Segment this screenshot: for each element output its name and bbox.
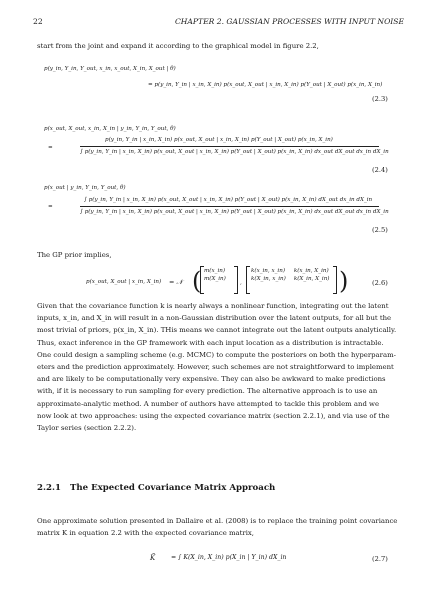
eq-2-4-fraction-bar [80, 146, 379, 147]
mean-bottom: m(X_in) [204, 276, 226, 282]
prior-intro: The GP prior implies, [37, 251, 112, 259]
eq-2-4-denominator: ∫ p(y_in, Y_in | x_in, X_in) p(x_out, X_out | x_in, X_in) p(Y_out | X_out) p(x_in, X_in) dx_out dX_out dx_in dX_in [80, 149, 389, 155]
cov-10: k(X_in, x_in) [251, 276, 286, 282]
paragraph-line: Thus, exact inference in the GP framework with each input location as a distribution is intractable. [37, 338, 384, 347]
paragraph-line: now look at two approaches: using the expected covariance matrix (section 2.2.1), and via use of the [37, 411, 390, 420]
cov-11: k(X_in, X_in) [293, 276, 330, 282]
paragraph-1 [37, 300, 396, 434]
paragraph-line: approximate-analytic method. A number of authors have attempted to tackle this problem and we [37, 399, 380, 408]
paragraph-line: and are likely to be computationally very expensive. They can also be awkward to make predictions [37, 375, 386, 384]
paragraph-2 [37, 515, 397, 539]
eq-2-6-lhs: p(x_out, X_out | x_in, X_in) [86, 279, 162, 285]
mean-top: m(x_in) [204, 268, 226, 274]
eq-2-5-equals: = [48, 204, 53, 210]
paragraph-line: inputs, x_in, and X_in will result in a non-Gaussian distribution over the latent outputs, for all but the [37, 314, 392, 323]
mean-bracket-right [234, 266, 238, 294]
eq-2-6-outer-right-paren: ) [339, 267, 349, 295]
cov-bracket-right [333, 266, 337, 294]
eq-2-5-denominator: ∫ p(y_in, Y_in | x_in, X_in) p(x_out, X_out | x_in, X_in) p(Y_out | X_out) p(x_in, X_in) dx_out dX_out dx_in dX_in [80, 209, 389, 215]
eq-2-7-rhs: = ∫ K(X_in, X_in) p(X_in | Y_in) dX_in [171, 554, 287, 561]
eq-2-6-comma: , [240, 280, 242, 286]
eq-2-6-equals: = 𝒩 [169, 278, 183, 286]
section-number: 2.2.1 [37, 483, 61, 493]
paragraph-line: Given that the covariance function k is nearly always a nonlinear function, integrating out the latent [37, 302, 389, 310]
covariance-matrix [247, 267, 333, 283]
paragraph-line: eters and the prediction approximately. However, such schemes are not straightforward to implement [37, 363, 394, 372]
mean-vector [200, 267, 230, 283]
section-title: The Expected Covariance Matrix Approach [70, 483, 276, 493]
intro-line: start from the joint and expand it according to the graphical model in figure 2.2, [37, 42, 319, 50]
eq-2-6-outer-left-paren: ( [192, 267, 202, 295]
eq-2-4-lhs: p(x_out, X_out, x_in, X_in | y_in, Y_in, Y_out, θ) [44, 126, 176, 132]
eq-2-3-lhs: p(y_in, Y_in, Y_out, x_in, x_out, X_in, X_out | θ) [44, 66, 176, 72]
eq-2-4-numerator: p(y_in, Y_in | x_in, X_in) p(x_out, X_out | x_in, X_in) p(Y_out | X_out) p(x_in, X_in) [105, 137, 333, 143]
chapter-title: CHAPTER 2. GAUSSIAN PROCESSES WITH INPUT NOISE [175, 17, 405, 26]
eq-2-4-number: (2.4) [372, 166, 388, 174]
paragraph-line: with, if it is necessary to run sampling for every prediction. The alternative approach is to use an [37, 387, 378, 396]
eq-2-5-lhs: p(x_out | y_in, Y_in, Y_out, θ) [44, 185, 126, 191]
eq-2-5-numerator: ∫ p(y_in, Y_in | x_in, X_in) p(x_out, X_out | x_in, X_in) p(Y_out | X_out) p(x_in, X_in) dX_out dx_in dX_in [84, 197, 373, 203]
page-number: 22 [33, 17, 43, 26]
eq-2-3-rhs: = p(y_in, Y_in | x_in, X_in) p(x_out, X_out | x_in, X_in) p(Y_out | X_out) p(x_in, X_in) [148, 82, 383, 88]
eq-2-7-number: (2.7) [372, 555, 388, 563]
eq-2-4-equals: = [48, 145, 53, 151]
eq-2-7-lhs: K̃ [150, 554, 156, 562]
paragraph-line: Taylor series (section 2.2.2). [37, 424, 137, 433]
paragraph-line: most trivial of priors, p(x_in, X_in). THis means we cannot integrate out the latent outputs analytically. [37, 326, 397, 335]
paragraph-line: matrix K in equation 2.2 with the expected covariance matrix, [37, 529, 254, 538]
paragraph-line: One could design a sampling scheme (e.g. MCMC) to compute the posteriors on both the hyperparam- [37, 350, 396, 359]
cov-01: k(x_in, X_in) [293, 268, 329, 274]
eq-2-5-number: (2.5) [372, 226, 388, 234]
eq-2-6-number: (2.6) [372, 279, 388, 287]
eq-2-5-fraction-bar [80, 206, 379, 207]
eq-2-3-number: (2.3) [372, 95, 388, 103]
cov-00: k(x_in, x_in) [251, 268, 285, 274]
paragraph-line: One approximate solution presented in Dallaire et al. (2008) is to replace the training point covariance [37, 517, 398, 525]
